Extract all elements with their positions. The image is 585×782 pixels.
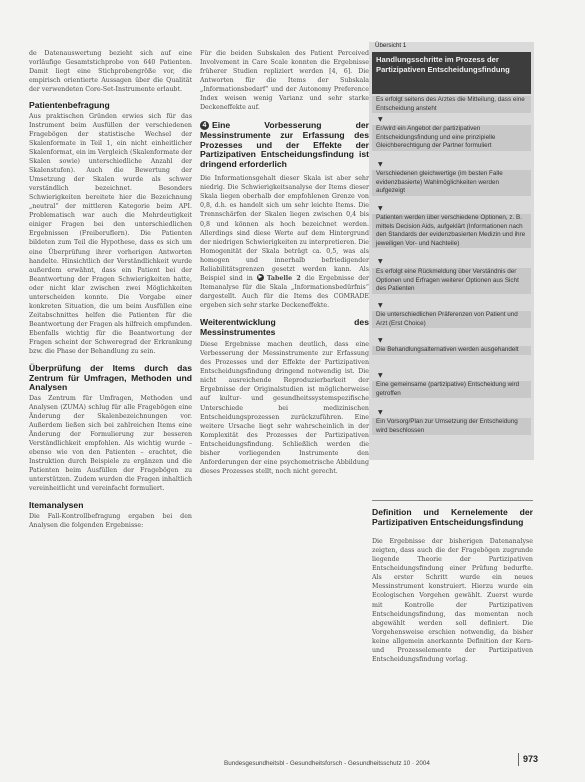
section-heading: Weiterentwicklung des Messinstrumentes xyxy=(200,317,369,337)
paragraph: Diese Ergebnisse machen deutlich, dass eine Verbesserung der Messinstrumente zur Erfassung des Prozesses und der Effekte der Partizipativen Entscheidungsfindung dringend notwendig ist. Die nicht ausreichende Reproduzierbarkeit der Ergebnisse der Originalstudien ist möglicherweise auf kultur- und gesundheitssystemspezifische Unterschiede bei medizinischen Entscheidungsprozessen zurückzuführen. Eine weitere Ursache liegt sehr wahrscheinlich in der Komplexität des Prozesses der Partizipativen Entscheidungsfindung. Schließlich werden die bisher vorliegenden Instrumente den Anforderungen der eine psychometrische Abbildung dieses Prozesses stellt, noch nicht gerecht. xyxy=(200,341,369,475)
section-heading: Überprüfung der Items durch das Zentrum für Umfragen, Methoden und Analysen xyxy=(29,363,192,393)
text-column-3 xyxy=(372,508,533,664)
paragraph: Die Fall-Kontrollbefragung ergaben bei den Analysen die folgenden Ergebnisse: xyxy=(29,512,192,530)
step-7: Die Behandlungsalternativen werden ausgehandelt xyxy=(372,346,531,355)
section-heading: Patientenbefragung xyxy=(29,100,110,111)
step-5: Es erfolgt eine Rückmeldung über Verständnis der Optionen und Erfragen weiterer Optionen aus Sicht des Patienten xyxy=(372,268,531,294)
section-heading: Definition und Kernelemente der Partizipativen Entscheidungsfindung xyxy=(372,507,533,527)
step-4: Patienten werden über verschiedene Optionen, z. B. mittels Decision Aids, aufgeklärt (Informationen nach den Standards der evidenzbasierten Medizin und ihre jeweiligen Vor- und Nachteile) xyxy=(372,214,531,248)
arrow-down-icon: ▼ xyxy=(378,337,383,344)
arrow-down-icon: ▼ xyxy=(378,258,383,265)
step-2: Er/wird ein Angebot der partizipativen Entscheidungsfindung und eine prinzipielle Gleichberechtigung der Partner formuliert xyxy=(372,125,531,151)
paragraph-text: die Ergebnisse der Itemanalyse für die Skala „Informationsbedürfnis“ dargestellt. Auch für die Items des COMRADE ergeben sich sehr starke Deckeneffekte. xyxy=(200,274,370,309)
arrow-down-icon: ▼ xyxy=(378,205,383,212)
paragraph: Die Ergebnisse der bisherigen Datenanalyse zeigten, dass auch die der Fragebögen zugrunde liegende Theorie der Partizipativen Entscheidungsfindung einer Prüfung bedurfte. Als erster Schritt wurde ein neues Messinstrument konstruiert. Hierzu wurde ein Ecologischen Vorgehen gewählt. Zuerst wurde mit Kontrolle der Partizipativen Entscheidungsfindung, das momentan noch abgewählt werden soll definiert. Die Vorgehensweise erschien notwendig, da bisher keine allgemein anerkannte Definition der Kern- und Prozesselemente der Partizipativen Entscheidungsfindung vorlag. xyxy=(372,538,533,663)
text-column-2 xyxy=(200,49,369,476)
step-8: Eine gemeinsame (partizipative) Entscheidung wird getroffen xyxy=(372,381,531,398)
table-reference[interactable]: Tabelle 2 xyxy=(266,274,301,282)
section-heading: Itemanalysen xyxy=(29,500,84,511)
step-3: Verschiedenen gleichwertige (im besten Falle evidenzbasierte) Wahlmöglichkeiten werden aufgezeigt xyxy=(372,170,531,196)
paragraph: de Datenauswertung bezieht sich auf eine vorläufige Gesamtstichprobe von 640 Patienten. Damit liegt eine Stichprobengröße vor, die empirisch orientierte Aussagen über die Qualität der verwendeten Core-Set-Instrumente erlaubt. xyxy=(29,50,192,94)
arrow-down-icon: ▼ xyxy=(378,161,383,168)
overview-title: Handlungsschritte im Prozess der Partizipativen Entscheidungsfindung xyxy=(372,52,531,94)
paragraph: Aus praktischen Gründen erwies sich für das Instrument beim Ausfüllen der verschiedenen Fragebögen der statistische Wechsel der Skalenformate in Teil 1, ein nicht einheitlicher Skalenformat, ein im Vergleich (Skalenformate der Skalen sowie) unterschiedliche Anzahl der Skalenstufen). Auch die Bewertung der Umsetzung der Skalen wurde als schwer verständlich bezeichnet. Besonders Schwierigkeiten bereitete hier die Bezeichnung „neutral“ der mittleren Kategorie beim API. Problematisch war auch die Mehrdeutigkeit einiger Fragen bei den unterschiedlichen Ergebnissen (Freiberuflern). Die Patienten bildeten zum Teil die Hypothese, dass es sich um eine Überprüfung ihrer vorherigen Antworten handelte. Hinsichtlich der Verständlichkeit wurde außerdem erwähnt, dass ein Patient bei der Beantwortung der Fragen Schwierigkeiten hatte, oder nicht klar zwischen zwei Möglichkeiten unterscheiden konnte. Die Vorgabe einer konkreten Situation, die um beim Ausfüllen eine Zeitabschnittes helfen die Patienten für die Beantwortung der Fragen als hilfreich empfunden. Ebenfalls wichtig für die Beantwortung der Fragen scheint der Schweregrad der Erkrankung bzw. die Phase der Behandlung zu sein. xyxy=(29,112,193,356)
step-1: Es erfolgt seitens des Arztes die Mitteilung, dass eine Entscheidung ansteht xyxy=(372,96,531,113)
paragraph: Das Zentrum für Umfragen, Methoden und Analysen (ZUMA) schlug für alle Fragebögen eine Änderung der Skalenbezeichnungen vor. Außerdem ließen sich bei zahlreichen Items eine Änderung der Formulierung zur besseren Verständlichkeit empfohlen. Als wichtig wurde – ebenso wie von den Patienten – erachtet, die Instruktion durch Beispiele zu ergänzen und die Patienten beim Ausfüllen der Fragebögen zu unterstützen. Zudem wurden die Fragen inhaltlich vereinheitlicht und vereinfacht formuliert. xyxy=(29,394,192,493)
step-6: Die unterschiedlichen Präferenzen von Patient und Arzt (Erst Choice) xyxy=(372,311,531,328)
arrow-down-icon: ▼ xyxy=(378,302,383,309)
divider xyxy=(372,500,533,501)
table-link-icon: ▶ xyxy=(258,273,263,280)
journal-footer: Bundesgesundheitsbl - Gesundheitsforsch - Gesundheitsschutz 10 · 2004 xyxy=(224,760,430,767)
highlight-heading-text: Eine Vorbesserung der Messinstrumente zur Erfassung des Prozesses und der Effekte der Partizipativen Entscheidungsfindung ist dringend erforderlich xyxy=(200,120,369,169)
highlight-heading xyxy=(200,121,369,169)
paragraph-text: Die Informationsgehalt dieser Skala ist aber sehr niedrig. Die Schwierigkeitsanalyse der Items dieser Skala liegen oberhalb der empfohlenen Grenze von 0,8, d.h. es handelt sich um sehr leichte Items. Die Trennschärfen der Skalen liegen zwischen 0,4 bis 0,8 und können als hoch bezeichnet werden. Allerdings sind diese Werte auf dem Hintergrund der niedrigen Schwierigkeiten zu interpretieren. Die Homogenität der Skala beträgt ca. 0,5, was als homogen und innerhalb befriedigender Reliabilitätsgrenzen gesetzt werden kann. Als Beispiel sind in xyxy=(200,175,369,282)
paragraph xyxy=(200,174,369,310)
text-column-1 xyxy=(29,49,192,530)
number-badge: 4 xyxy=(200,121,209,130)
arrow-down-icon: ▼ xyxy=(378,116,383,123)
arrow-down-icon: ▼ xyxy=(378,409,383,416)
arrow-down-icon: ▼ xyxy=(378,372,383,379)
paragraph: Für die beiden Subskalen des Patient Perceived Involvement in Care Scale konnten die Ergebnisse früherer Studien repliziert werden [4, 6]. Die Antworten für die Items der Subskala „Informationsbedarf“ und der Autonomy Preference Index weisen wenig Varianz und sehr starke Deckeneffekte auf. xyxy=(200,50,369,112)
divider xyxy=(518,753,519,766)
overview-label: Übersicht 1 xyxy=(375,42,407,49)
step-9: Ein Vorsorg/Plan zur Umsetzung der Entscheidung wird beschlossen xyxy=(372,418,531,435)
page-number: 973 xyxy=(523,754,539,764)
